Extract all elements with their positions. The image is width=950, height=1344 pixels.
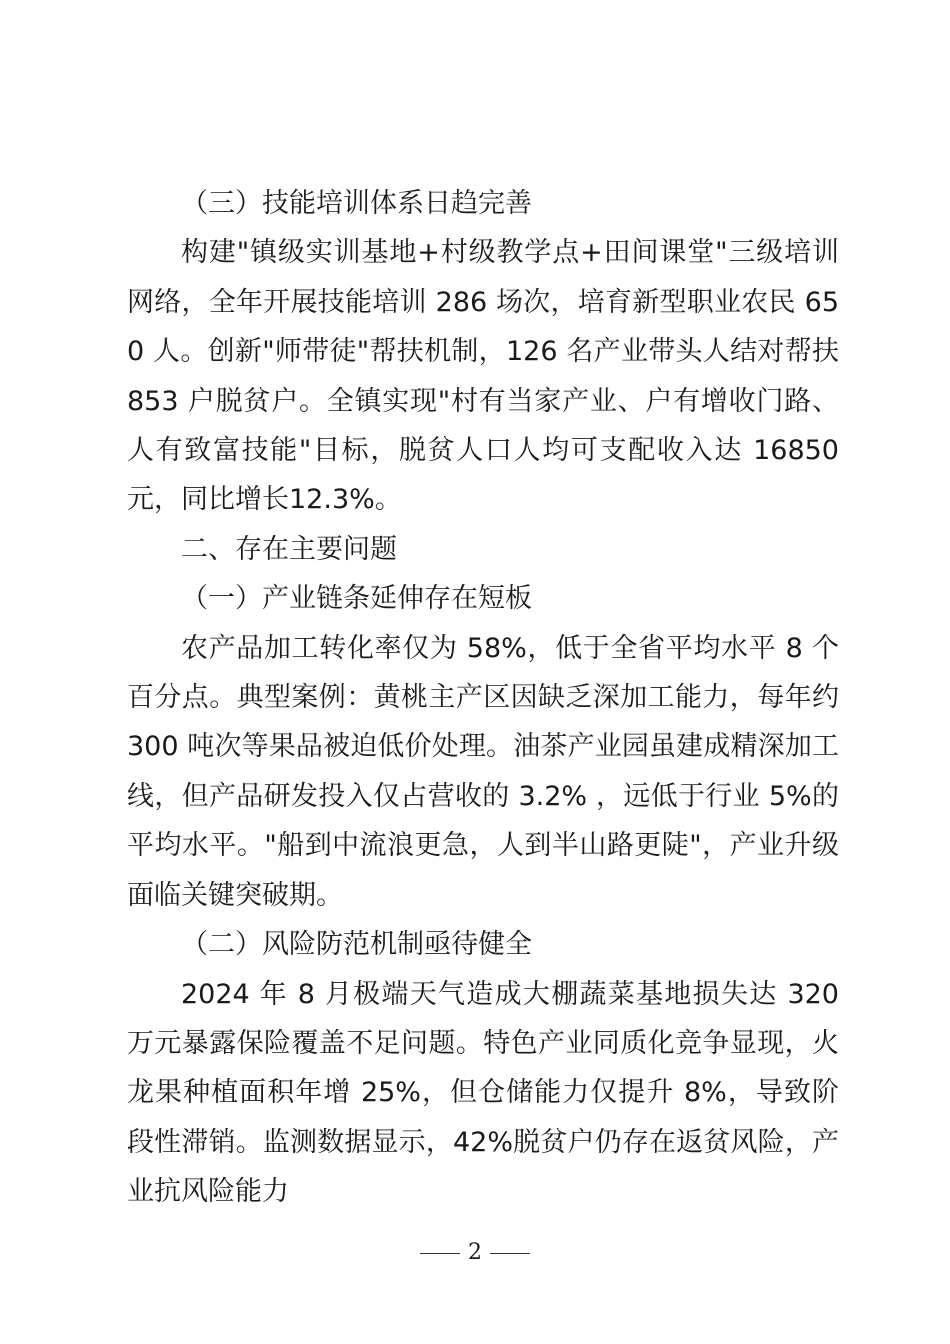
section-heading-risk-prevention: （二）风险防范机制亟待健全 [181,929,532,961]
section-heading-industry-chain: （一）产业链条延伸存在短板 [181,583,532,615]
section-heading-main-problems: 二、存在主要问题 [181,533,397,565]
section-heading-skills-training: （三）技能培训体系日趋完善 [181,188,532,219]
footer-dash-right [490,1253,530,1254]
paragraph-industry-chain: 农产品加工转化率仅为 58%，低于全省平均水平 8 个百分点。典型案例：黄桃主产区因缺乏深加工能力，每年约 300 吨次等果品被迫低价处理。油茶产业园虽建成精深加工线，但产品研发投入仅占营收的 3.2% ，远低于行业 5%的平均水平。"船到中流浪更急，人到半山路更陡"，产业升级面临关键突破期。 [127,632,839,911]
paragraph-skills-training: 构建"镇级实训基地+村级教学点+田间课堂"三级培训网络，全年开展技能培训 286 场次，培育新型职业农民 650 人。创新"师带徒"帮扶机制，126 名产业带头人结对帮扶 853 户脱贫户。全镇实现"村有当家产业、户有增收门路、人有致富技能"目标，脱贫人口人均可支配收入达 16850 元，同比增长12.3%。 [127,237,839,516]
page-footer [0,1235,950,1271]
document-body [127,179,839,1217]
paragraph-risk-prevention: 2024 年 8 月极端天气造成大棚蔬菜基地损失达 320 万元暴露保险覆盖不足问题。特色产业同质化竞争显现，火龙果种植面积年增 25%，但仓储能力仅提升 8%，导致阶段性滞销。监测数据显示，42%脱贫户仍存在返贫风险，产业抗风险能力 [127,978,839,1208]
footer-dash-left [420,1253,460,1254]
page-number: 2 [468,1240,482,1265]
